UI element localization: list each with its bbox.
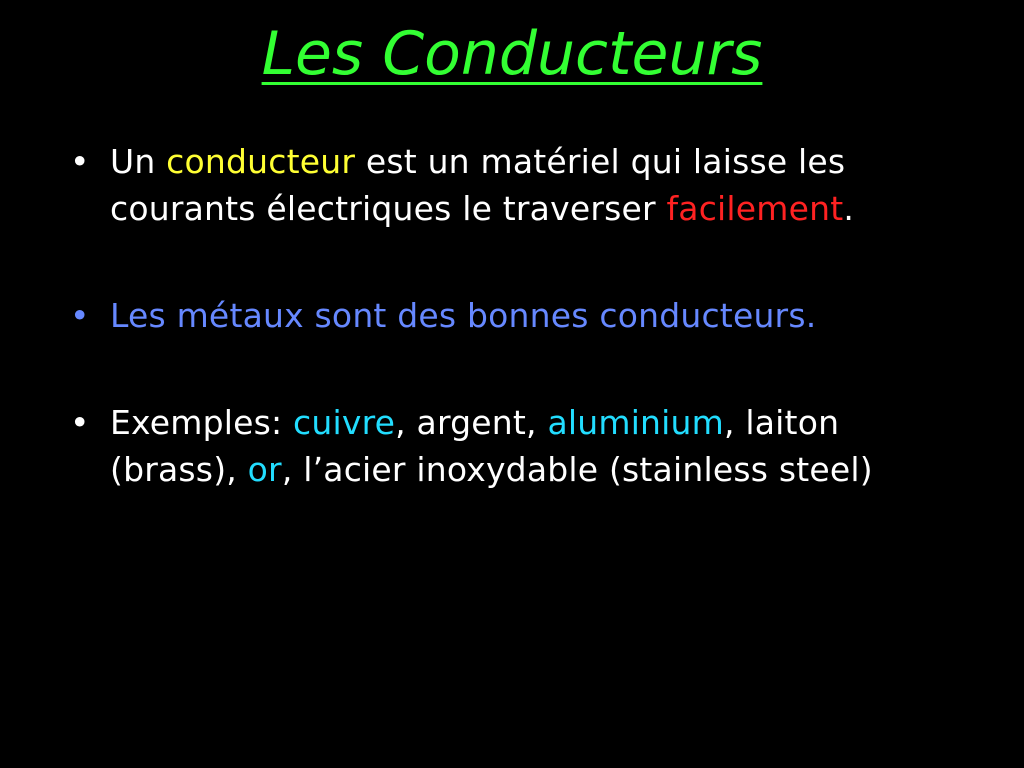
bullet-text [110, 403, 873, 489]
bullet-item [70, 292, 970, 339]
text-segment: or [247, 450, 282, 489]
bullet-icon: • [70, 403, 90, 442]
text-segment: , laiton (brass), [110, 403, 840, 489]
bullet-text [110, 142, 854, 228]
text-segment: conducteur [166, 142, 356, 181]
text-segment: Exemples: [110, 403, 294, 442]
text-segment: Les métaux sont des bonnes conducteurs. [110, 296, 817, 335]
text-segment: cuivre [293, 403, 396, 442]
text-segment: . [843, 189, 855, 228]
text-segment: aluminium [547, 403, 725, 442]
text-segment: Un [110, 142, 167, 181]
slide-title: Les Conducteurs [261, 19, 763, 89]
bullet-text [110, 296, 816, 335]
bullet-list [70, 138, 970, 493]
text-segment: , argent, [395, 403, 548, 442]
text-segment: facilement [666, 189, 844, 228]
text-segment: , l’acier inoxydable (stainless steel) [281, 450, 873, 489]
text-segment: est un matériel qui laisse les courants électriques le traverser [110, 142, 846, 228]
bullet-item [70, 399, 970, 493]
bullet-icon: • [70, 142, 90, 181]
bullet-icon: • [70, 296, 90, 335]
bullet-item [70, 138, 970, 232]
